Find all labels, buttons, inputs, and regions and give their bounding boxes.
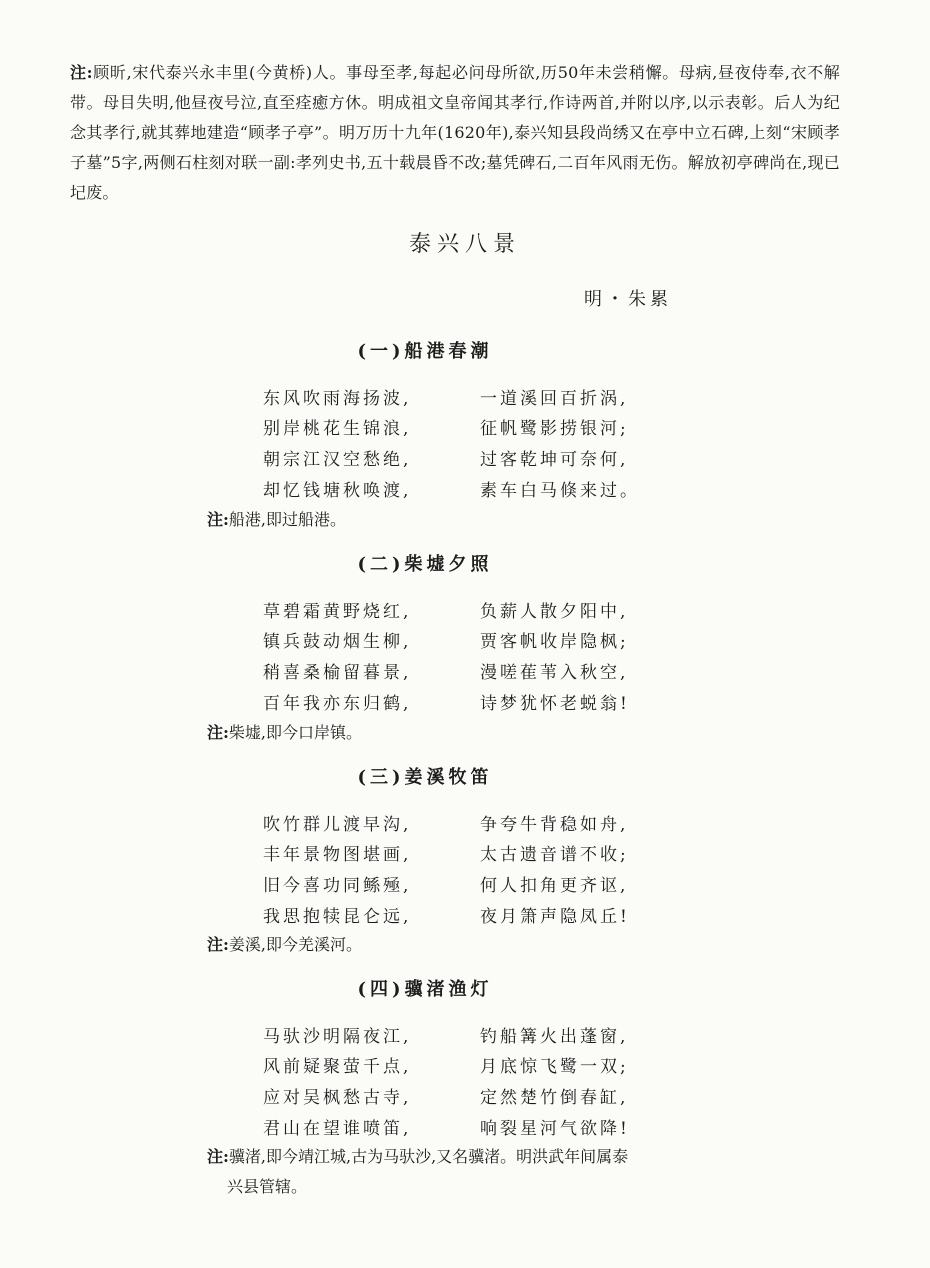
note-label: 注: bbox=[207, 510, 229, 529]
poem-author: 明・朱累 bbox=[584, 289, 672, 310]
section-note-3 bbox=[207, 930, 707, 960]
section-note-text: 船港,即过船港。 bbox=[228, 510, 347, 529]
intro-note bbox=[70, 58, 840, 208]
poem-line: 征帆鹭影捞银河; bbox=[480, 419, 629, 439]
poem-title: 泰兴八景 bbox=[408, 232, 521, 257]
section-note-text: 骥渚,即今靖江城,古为马驮沙,又名骥渚。明洪武年间属泰 bbox=[228, 1147, 629, 1166]
poem-line: 我思抱犊昆仑远, bbox=[263, 907, 412, 927]
poem-line: 定然楚竹倒春缸, bbox=[480, 1088, 629, 1108]
poem-line: 朝宗江汉空愁绝, bbox=[263, 450, 412, 470]
section-note-text: 姜溪,即今羌溪河。 bbox=[228, 935, 363, 954]
poem-line: 马驮沙明隔夜江, bbox=[263, 1027, 412, 1047]
poem-line: 诗梦犹怀老蜕翁! bbox=[480, 694, 630, 714]
poem-line: 争夸牛背稳如舟, bbox=[480, 815, 629, 835]
poem-line: 漫嗟萑苇入秋空, bbox=[480, 663, 629, 683]
poem-line: 素车白马倏来过。 bbox=[480, 481, 640, 501]
note-label: 注: bbox=[207, 935, 229, 954]
poem-line: 月底惊飞鹭一双; bbox=[480, 1057, 629, 1077]
poem-line: 何人扣角更齐讴, bbox=[480, 876, 629, 896]
section-heading-2: (二)柴墟夕照 bbox=[357, 554, 493, 575]
note-label: 注: bbox=[207, 1147, 229, 1166]
poem-line: 旧今喜功同鲧殛, bbox=[263, 876, 412, 896]
section-heading-4: (四)骥渚渔灯 bbox=[357, 979, 493, 1000]
poem-line: 太古遗音谱不收; bbox=[480, 845, 629, 865]
poem-line: 钓船篝火出蓬窗, bbox=[480, 1027, 629, 1047]
poem-line: 响裂星河气欲降! bbox=[480, 1119, 630, 1139]
poem-line: 稍喜桑榆留暮景, bbox=[263, 663, 412, 683]
poem-line: 丰年景物图堪画, bbox=[263, 845, 412, 865]
poem-line: 百年我亦东归鹤, bbox=[263, 694, 412, 714]
poem-line: 负薪人散夕阳中, bbox=[480, 602, 629, 622]
poem-line: 贾客帆收岸隐枫; bbox=[480, 632, 629, 652]
poem-line: 君山在望谁喷笛, bbox=[263, 1119, 412, 1139]
poem-line: 一道溪回百折涡, bbox=[480, 389, 629, 409]
section-heading-1: (一)船港春潮 bbox=[357, 341, 493, 362]
section-heading-3: (三)姜溪牧笛 bbox=[357, 767, 493, 788]
poem-line: 吹竹群儿渡早沟, bbox=[263, 815, 412, 835]
section-note-4 bbox=[207, 1142, 707, 1202]
intro-note-text: 顾昕,宋代泰兴永丰里(今黄桥)人。事母至孝,每起必问母所欲,历50年未尝稍懈。母病,昼夜侍奉,衣不解带。母目失明,他昼夜号泣,直至痊癒方休。明成祖文皇帝闻其孝行,作诗两首,并附以序,以示表彰。后人为纪念其孝行,就其葬地建造“顾孝子亭”。明万历十九年(1620年),泰兴知县段尚绣又在亭中立石碑,上刻“宋顾孝子墓”5字,两侧石柱刻对联一副:孝列史书,五十载晨昏不改;墓凭碑石,二百年风雨无伤。解放初亭碑尚在,现已圮废。 bbox=[70, 63, 840, 202]
section-note-continuation: 兴县管辖。 bbox=[227, 1177, 308, 1196]
poem-line: 风前疑聚萤千点, bbox=[263, 1057, 412, 1077]
poem-line: 镇兵鼓动烟生柳, bbox=[263, 632, 412, 652]
section-note-2 bbox=[207, 718, 707, 748]
poem-line: 草碧霜黄野烧红, bbox=[263, 602, 412, 622]
section-note-1 bbox=[207, 505, 707, 535]
poem-line: 夜月箫声隐凤丘! bbox=[480, 907, 630, 927]
poem-line: 别岸桃花生锦浪, bbox=[263, 419, 412, 439]
section-note-text: 柴墟,即今口岸镇。 bbox=[228, 723, 363, 742]
note-label: 注: bbox=[70, 63, 93, 82]
poem-line: 东风吹雨海扬波, bbox=[263, 389, 412, 409]
poem-line: 却忆钱塘秋唤渡, bbox=[263, 481, 412, 501]
poem-line: 应对吴枫愁古寺, bbox=[263, 1088, 412, 1108]
note-label: 注: bbox=[207, 723, 229, 742]
poem-line: 过客乾坤可奈何, bbox=[480, 450, 629, 470]
